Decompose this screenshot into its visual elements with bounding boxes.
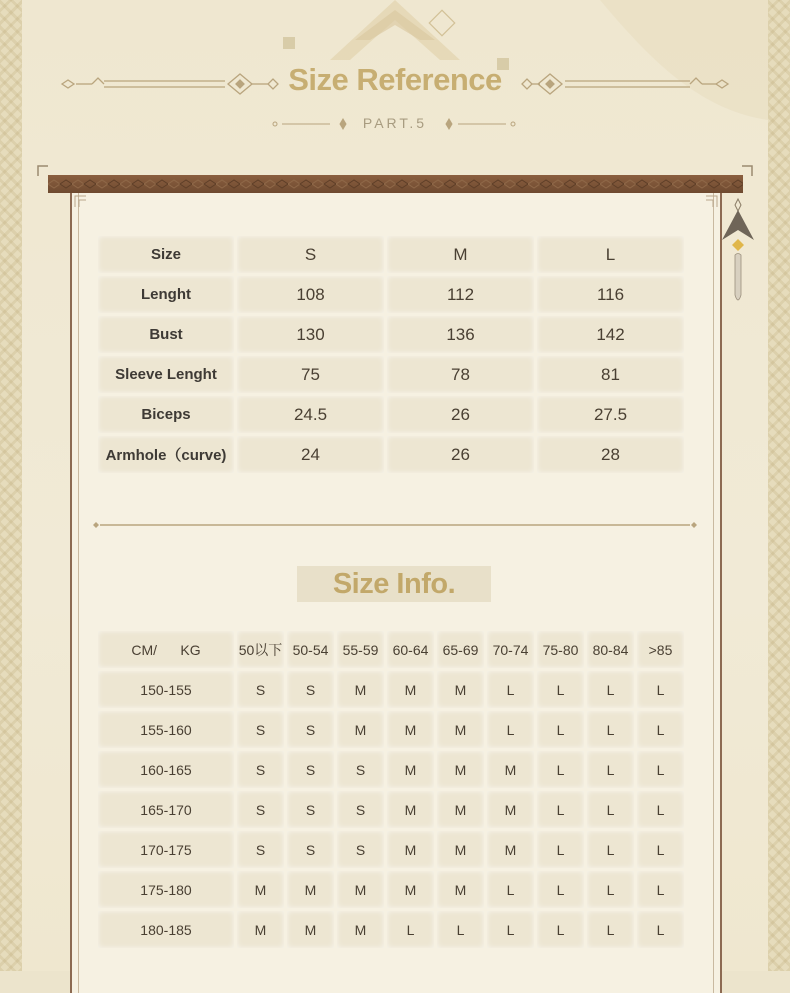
table-cell: 81 (537, 356, 684, 393)
size-cell: L (537, 871, 584, 908)
table-cell: 75 (237, 356, 384, 393)
size-cell: M (487, 751, 534, 788)
table-cell: 108 (237, 276, 384, 313)
size-cell: M (437, 791, 484, 828)
size-cell: M (437, 671, 484, 708)
corner-header-cell: CM/ KG (98, 631, 234, 668)
table-cell: 78 (387, 356, 534, 393)
size-cell: M (437, 711, 484, 748)
size-cell: L (487, 911, 534, 948)
row-label: Bust (98, 316, 234, 353)
page-title: Size Reference (288, 62, 502, 97)
size-cell: M (337, 671, 384, 708)
table-row (98, 316, 684, 353)
table-cell: 24 (237, 436, 384, 473)
size-cell: L (537, 831, 584, 868)
frame-corner-icon (74, 195, 90, 211)
table-cell: 26 (387, 396, 534, 433)
size-cell: M (337, 711, 384, 748)
size-cell: S (287, 671, 334, 708)
weight-header-cell: 60-64 (387, 631, 434, 668)
row-label: Biceps (98, 396, 234, 433)
size-info-title: Size Info. (297, 566, 491, 602)
size-cell: M (437, 871, 484, 908)
table-cell: 136 (387, 316, 534, 353)
table-cell: 28 (537, 436, 684, 473)
height-cell: 165-170 (98, 791, 234, 828)
weight-header-cell: >85 (637, 631, 684, 668)
size-cell: M (387, 711, 434, 748)
row-label: Armhole（curve) (98, 436, 234, 473)
weight-header-cell: 50-54 (287, 631, 334, 668)
size-cell: L (487, 671, 534, 708)
size-cell: L (637, 871, 684, 908)
table-row (98, 356, 684, 393)
size-cell: S (287, 751, 334, 788)
size-cell: M (287, 911, 334, 948)
size-cell: M (487, 831, 534, 868)
size-cell: L (637, 831, 684, 868)
size-cell: L (537, 751, 584, 788)
table-cell: 116 (537, 276, 684, 313)
table-row (98, 831, 684, 868)
header-cell: S (237, 236, 384, 273)
frame-corner-icon (702, 195, 718, 211)
height-cell: 150-155 (98, 671, 234, 708)
header-bar (48, 175, 743, 193)
size-cell: M (387, 751, 434, 788)
table-cell: 27.5 (537, 396, 684, 433)
size-cell: L (587, 791, 634, 828)
size-cell: L (537, 711, 584, 748)
size-cell: L (587, 911, 634, 948)
table-row (98, 791, 684, 828)
table-header-row (98, 631, 684, 668)
size-cell: S (287, 711, 334, 748)
height-cell: 170-175 (98, 831, 234, 868)
size-cell: L (587, 871, 634, 908)
size-cell: M (337, 911, 384, 948)
table-row (98, 276, 684, 313)
size-cell: S (237, 671, 284, 708)
size-cell: M (387, 671, 434, 708)
header-cell: L (537, 236, 684, 273)
size-cell: M (387, 791, 434, 828)
size-reference-table (95, 233, 687, 476)
size-cell: L (437, 911, 484, 948)
size-cell: L (587, 751, 634, 788)
size-cell: L (587, 711, 634, 748)
size-info-table (95, 628, 687, 951)
table-row (98, 751, 684, 788)
table-header-row (98, 236, 684, 273)
size-cell: L (537, 671, 584, 708)
size-cell: M (237, 911, 284, 948)
weight-header-cell: 75-80 (537, 631, 584, 668)
table-cell: 130 (237, 316, 384, 353)
size-cell: L (487, 871, 534, 908)
weight-header-cell: 80-84 (587, 631, 634, 668)
size-cell: S (237, 711, 284, 748)
size-cell: S (237, 791, 284, 828)
size-cell: M (387, 831, 434, 868)
size-cell: S (287, 831, 334, 868)
tassel-pendant-icon (718, 195, 758, 315)
section-divider (92, 520, 698, 530)
size-cell: L (587, 831, 634, 868)
table-row (98, 671, 684, 708)
size-cell: L (537, 791, 584, 828)
table-row (98, 396, 684, 433)
row-label: Lenght (98, 276, 234, 313)
size-cell: L (637, 711, 684, 748)
row-label: Sleeve Lenght (98, 356, 234, 393)
size-cell: L (387, 911, 434, 948)
weight-header-cell: 55-59 (337, 631, 384, 668)
size-cell: L (637, 751, 684, 788)
height-cell: 155-160 (98, 711, 234, 748)
size-cell: L (637, 671, 684, 708)
table-row (98, 871, 684, 908)
bar-pattern (48, 179, 743, 189)
weight-header-cell: 50以下 (237, 631, 284, 668)
table-cell: 24.5 (237, 396, 384, 433)
size-cell: S (337, 791, 384, 828)
header-cell: M (387, 236, 534, 273)
size-cell: L (537, 911, 584, 948)
height-cell: 160-165 (98, 751, 234, 788)
table-cell: 142 (537, 316, 684, 353)
page-subtitle: PART.5 (362, 115, 428, 131)
table-row (98, 436, 684, 473)
size-cell: S (287, 791, 334, 828)
size-cell: M (487, 791, 534, 828)
size-cell: M (437, 831, 484, 868)
table-cell: 26 (387, 436, 534, 473)
size-cell: L (637, 791, 684, 828)
size-cell: M (387, 871, 434, 908)
size-cell: S (237, 831, 284, 868)
height-cell: 180-185 (98, 911, 234, 948)
table-row (98, 711, 684, 748)
size-cell: M (337, 871, 384, 908)
size-cell: S (337, 831, 384, 868)
table-cell: 112 (387, 276, 534, 313)
size-cell: S (337, 751, 384, 788)
weight-header-cell: 65-69 (437, 631, 484, 668)
size-cell: M (237, 871, 284, 908)
header-cell: Size (98, 236, 234, 273)
size-cell: L (587, 671, 634, 708)
size-cell: L (487, 711, 534, 748)
size-cell: S (237, 751, 284, 788)
size-cell: M (287, 871, 334, 908)
size-cell: M (437, 751, 484, 788)
weight-header-cell: 70-74 (487, 631, 534, 668)
table-row (98, 911, 684, 948)
height-cell: 175-180 (98, 871, 234, 908)
size-cell: L (637, 911, 684, 948)
